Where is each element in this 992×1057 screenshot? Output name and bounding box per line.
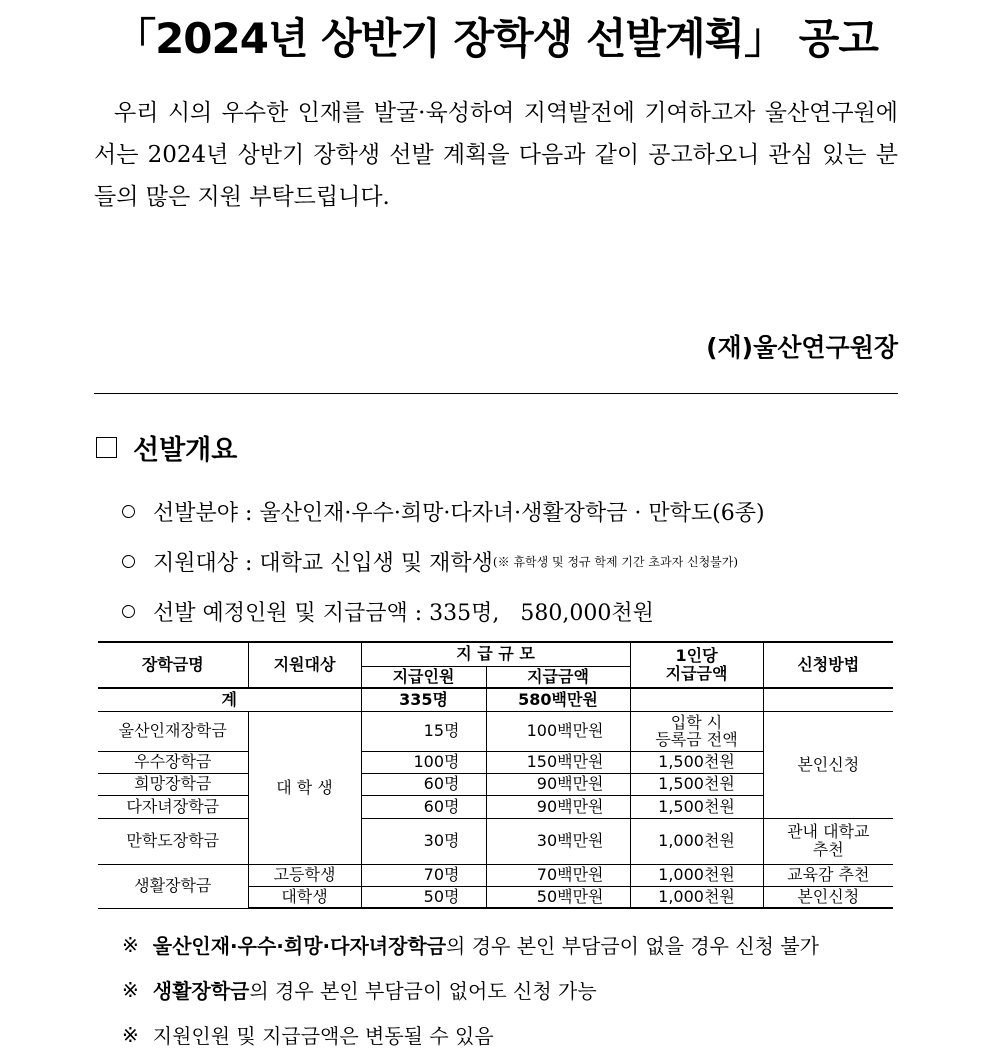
header-amount: 지급금액 — [486, 666, 630, 688]
total-label: 계 — [98, 688, 361, 711]
overview-list — [122, 486, 765, 636]
overview-item-field — [122, 486, 765, 536]
header-method: 신청방법 — [763, 642, 893, 688]
note-item — [122, 967, 819, 1012]
header-name: 장학금명 — [98, 642, 248, 688]
table-row: 다자녀장학금 60명 90백만원 1,500천원 — [98, 795, 893, 818]
table-row: 대학생 50명 50백만원 1,000천원 본인신청 — [98, 886, 893, 908]
note-bold: 생활장학금 — [152, 979, 250, 1003]
table-total-row — [98, 688, 893, 711]
table-row: 만학도장학금 30명 30백만원 1,000천원 관내 대학교 추천 — [98, 818, 893, 864]
scholarship-table — [98, 641, 893, 909]
circle-bullet-icon — [122, 505, 135, 518]
note-bold: 울산인재·우수·희망·다자녀장학금 — [152, 934, 447, 958]
table-row: 생활장학금 고등학생 70명 70백만원 1,000천원 교육감 추천 — [98, 864, 893, 886]
total-amount: 580백만원 — [486, 688, 630, 711]
page-title: 「2024년 상반기 장학생 선발계획」 공고 — [114, 14, 878, 63]
table-row: 우수장학금 100명 150백만원 1,500천원 — [98, 751, 893, 773]
signer: (재)울산연구원장 — [706, 333, 898, 362]
note-text: 지원인원 및 지급금액은 변동될 수 있음 — [152, 1024, 494, 1048]
square-bullet-icon — [96, 437, 117, 458]
note-text: 의 경우 본인 부담금이 없을 경우 신청 불가 — [446, 934, 819, 958]
overview-item-quota — [122, 586, 765, 636]
section-title: 선발개요 — [133, 435, 238, 466]
section-heading — [96, 428, 237, 467]
method-self: 본인신청 — [763, 711, 893, 818]
header-target: 지원대상 — [248, 642, 361, 688]
overview-field-text: 선발분야 : 울산인재·우수·희망·다자녀·생활장학금 · 만학도(6종) — [153, 500, 765, 526]
reference-mark-icon: ※ — [122, 1022, 139, 1047]
total-count: 335명 — [361, 688, 486, 711]
overview-quota-text: 선발 예정인원 및 지급금액 : 335명, 580,000천원 — [153, 600, 654, 626]
reference-mark-icon: ※ — [122, 932, 139, 957]
note-item — [122, 1012, 819, 1057]
header-per-person: 1인당 지급금액 — [630, 642, 763, 688]
reference-mark-icon: ※ — [122, 977, 139, 1002]
circle-bullet-icon — [122, 555, 135, 568]
target-university: 대 학 생 — [248, 711, 361, 864]
intro-paragraph: 우리 시의 우수한 인재를 발굴·육성하여 지역발전에 기여하고자 울산연구원에서는 2024년 상반기 장학생 선발 계획을 다음과 같이 공고하오니 관심 있는 분들의 많은 지원 부탁드립니다. — [94, 100, 898, 210]
overview-item-target — [122, 536, 765, 586]
table-header-row — [98, 642, 893, 666]
living-name: 생활장학금 — [98, 864, 248, 908]
notes-list — [122, 922, 819, 1057]
header-count: 지급인원 — [361, 666, 486, 688]
overview-target-note: (※ 휴학생 및 정규 학제 기간 초과자 신청불가) — [492, 554, 739, 569]
header-scale: 지 급 규 모 — [361, 642, 630, 666]
note-item — [122, 922, 819, 967]
note-text: 의 경우 본인 부담금이 없어도 신청 가능 — [249, 979, 597, 1003]
table-row: 울산인재장학금 대 학 생 15명 100백만원 입학 시 등록금 전액 본인신청 — [98, 711, 893, 751]
overview-target-text: 지원대상 : 대학교 신입생 및 재학생 — [153, 550, 493, 576]
divider — [94, 393, 898, 394]
table-row: 희망장학금 60명 90백만원 1,500천원 — [98, 773, 893, 795]
circle-bullet-icon — [122, 605, 135, 618]
